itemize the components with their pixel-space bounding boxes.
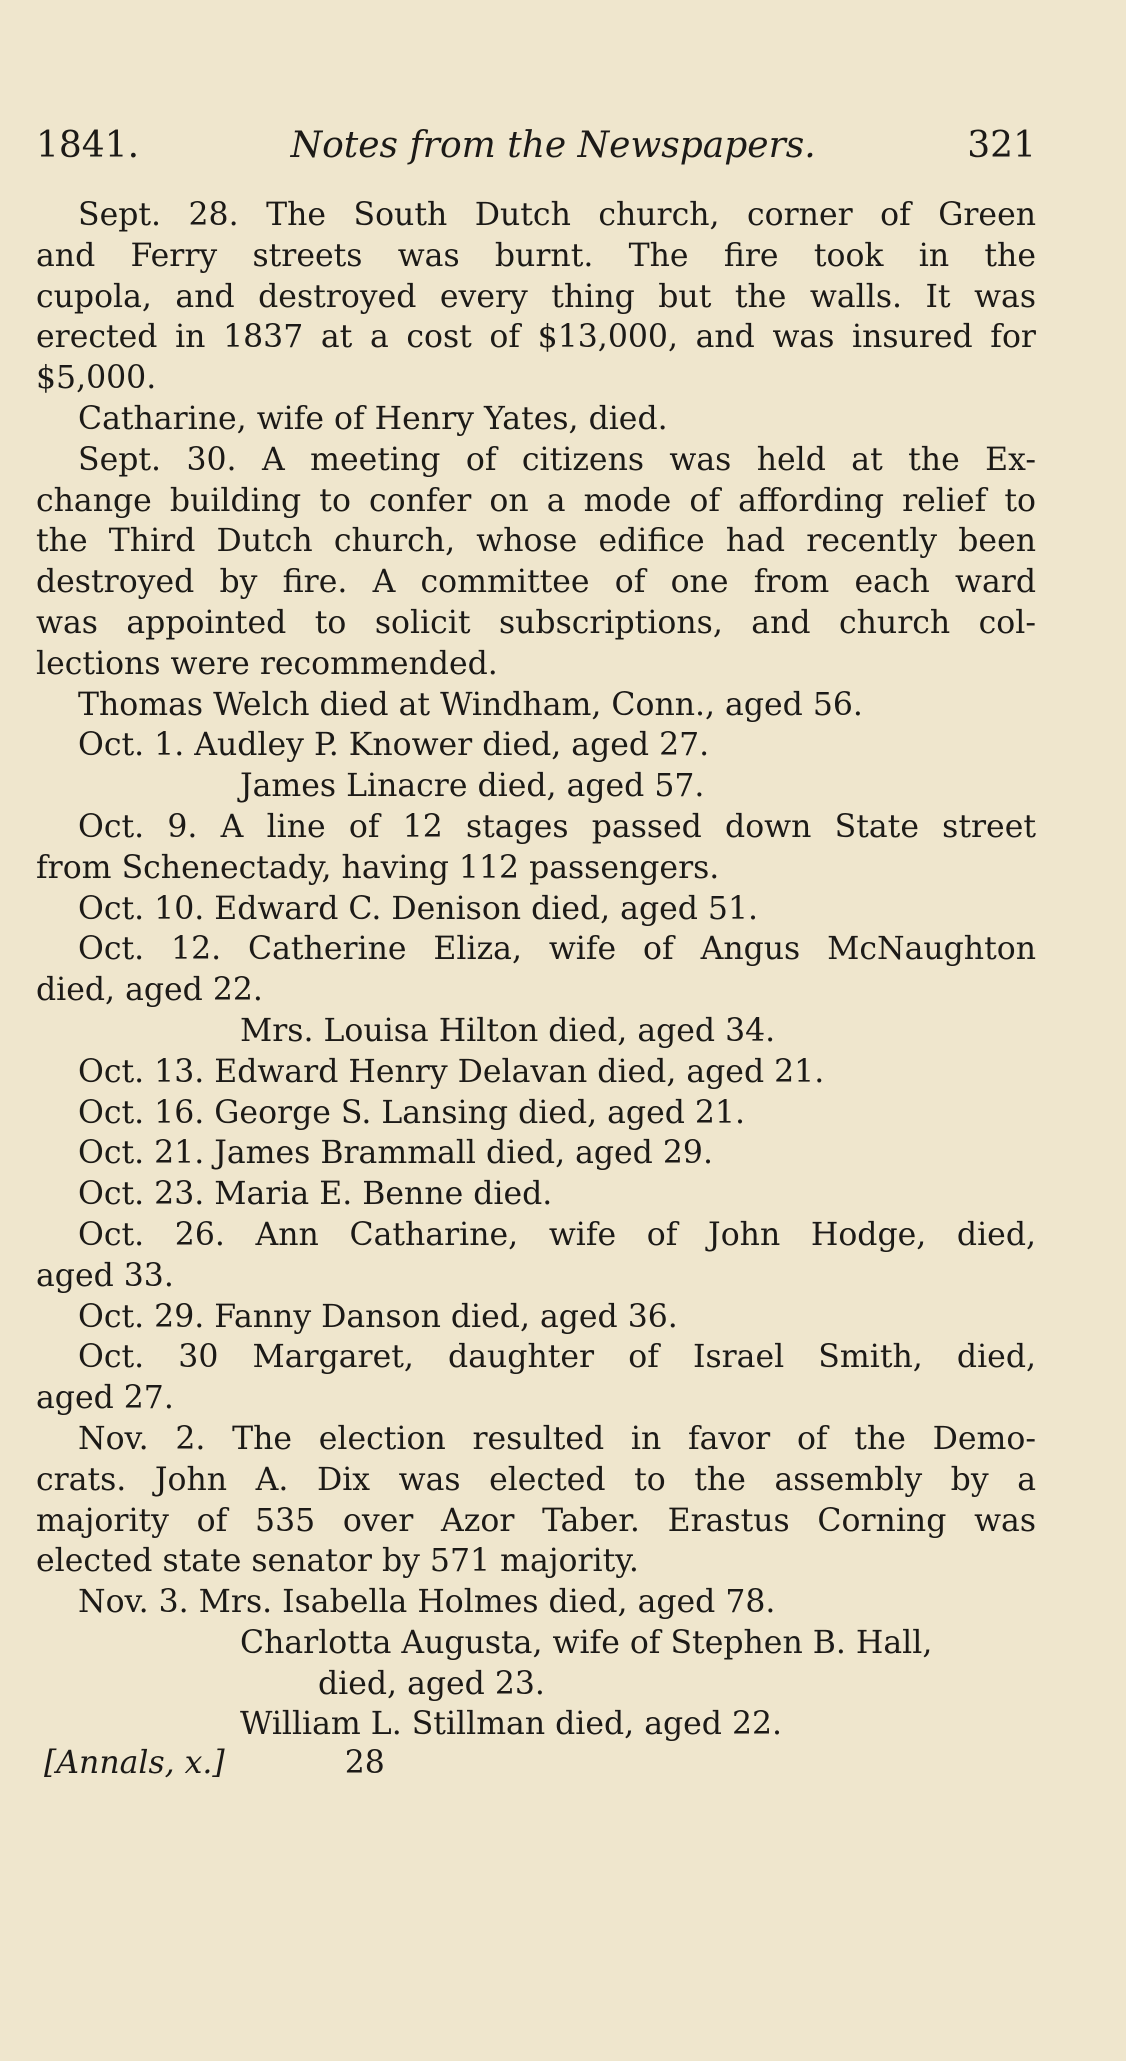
header-year: 1841. (36, 125, 140, 166)
text-line: Sept. 28. The South Dutch church, corner of Green (78, 197, 1036, 233)
text-line: crats. John A. Dix was elected to the assembly by a (36, 1461, 1036, 1498)
text-line: James Linacre died, aged 57. (240, 768, 705, 805)
text-line: Mrs. Louisa Hilton died, aged 34. (240, 1012, 776, 1049)
text-line: erected in 1837 at a cost of $13,000, and was insured for (36, 319, 1036, 356)
text-line: Oct. 9. A line of 12 stages passed down State street (78, 808, 1036, 845)
text-line: Oct. 10. Edward C. Denison died, aged 51. (78, 890, 759, 927)
text-line: Thomas Welch died at Windham, Conn., aged 56. (78, 686, 863, 723)
signature-annals: [Annals, x.] (44, 1745, 225, 1782)
text-line: was appointed to solicit subscriptions, and church col- (36, 604, 1036, 641)
text-line: lections were recommended. (36, 645, 498, 682)
text-line: Nov. 3. Mrs. Isabella Holmes died, aged 78. (78, 1584, 776, 1621)
text-line: Oct. 21. James Brammall died, aged 29. (78, 1135, 713, 1172)
text-line: William L. Stillman died, aged 22. (240, 1706, 783, 1743)
text-line: destroyed by fire. A committee of one from each ward (36, 564, 1036, 601)
body-text (36, 195, 1036, 1745)
text-line: Sept. 30. A meeting of citizens was held at the Ex- (78, 441, 1036, 478)
text-line: Nov. 2. The election resulted in favor of the Demo- (78, 1420, 1036, 1457)
text-line: cupola, and destroyed every thing but the walls. It was (36, 278, 1036, 315)
text-line: Oct. 29. Fanny Danson died, aged 36. (78, 1298, 678, 1335)
text-line: change building to confer on a mode of affording relief to (36, 482, 1036, 519)
text-line: the Third Dutch church, whose edifice had recently been (36, 523, 1036, 560)
text-line: aged 27. (36, 1380, 174, 1417)
text-line: Catharine, wife of Henry Yates, died. (78, 400, 668, 437)
running-header (36, 125, 1036, 195)
text-line: Oct. 23. Maria E. Benne died. (78, 1176, 553, 1213)
signature-line (36, 1745, 1036, 1786)
text-line: from Schenectady, having 112 passengers. (36, 849, 720, 886)
text-line: Oct. 1. Audley P. Knower died, aged 27. (78, 727, 710, 764)
text-line: aged 33. (36, 1257, 174, 1294)
text-line: Oct. 12. Catherine Eliza, wife of Angus McNaughton (78, 931, 1036, 968)
text-line: Oct. 16. George S. Lansing died, aged 21. (78, 1094, 746, 1131)
text-line: Oct. 26. Ann Catharine, wife of John Hodge, died, (78, 1216, 1036, 1253)
text-line: elected state senator by 571 majority. (36, 1543, 639, 1580)
signature-number: 28 (344, 1745, 385, 1782)
header-title: Notes from the Newspapers. (290, 125, 816, 166)
text-line: majority of 535 over Azor Taber. Erastus Corning was (36, 1502, 1036, 1539)
text-line: Oct. 30 Margaret, daughter of Israel Smith, died, (78, 1339, 1036, 1376)
page (36, 125, 1036, 1786)
text-line: and Ferry streets was burnt. The fire took in the (36, 237, 1036, 274)
page-number: 321 (967, 125, 1036, 166)
text-line: Charlotta Augusta, wife of Stephen B. Hall, (240, 1624, 933, 1661)
text-line: died, aged 22. (36, 972, 263, 1009)
text-line: $5,000. (36, 360, 157, 397)
text-line: Oct. 13. Edward Henry Delavan died, aged 21. (78, 1053, 825, 1090)
text-line: died, aged 23. (318, 1665, 545, 1702)
